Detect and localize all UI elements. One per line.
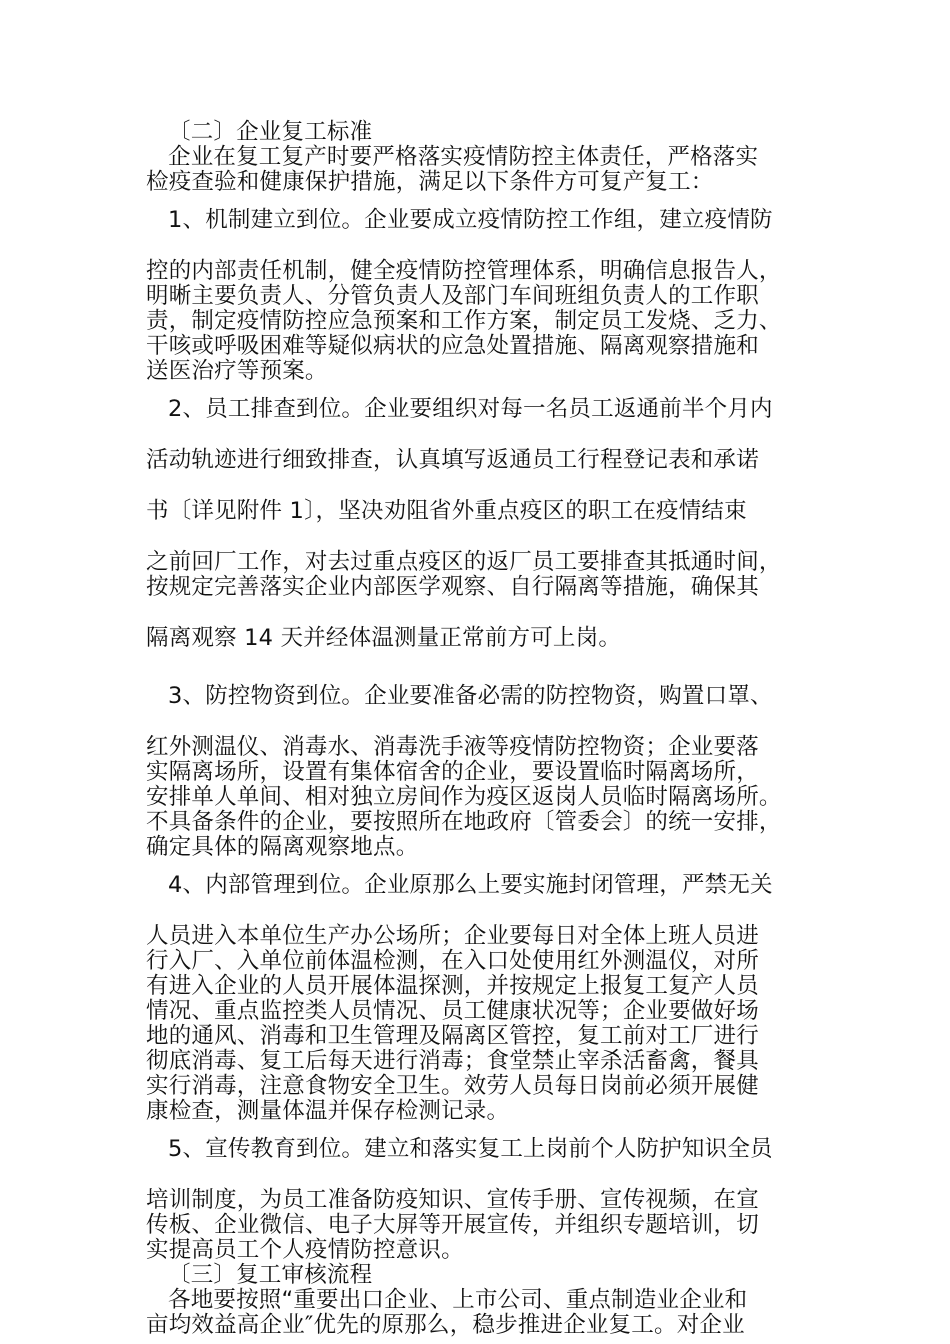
text-line: 情况、重点监控类人员情况、员工健康状况等；企业要做好场 [146,998,759,1024]
text-line: 实提高员工个人疫情防控意识。 [146,1237,464,1263]
text-line: 隔离观察 14 天并经体温测量正常前方可上岗。 [146,625,622,651]
text-line: 传板、企业微信、电子大屏等开展宣传，并组织专题培训，切 [146,1212,759,1238]
section-heading: 〔二〕企业复工标准 [168,119,373,145]
text-line: 责，制定疫情防控应急预案和工作方案，制定员工发烧、乏力、 [146,308,782,334]
text-line: 康检查，测量体温并保存检测记录。 [146,1098,510,1124]
text-line: 彻底消毒、复工后每天进行消毒；食堂禁止宰杀活畜禽，餐具 [146,1048,759,1074]
item-heading-line: 5、宣传教育到位。建立和落实复工上岗前个人防护知识全员 [168,1136,773,1162]
text-line: 书〔详见附件 1〕，坚决劝阻省外重点疫区的职工在疫情结束 [146,498,747,524]
item-heading-line: 3、防控物资到位。企业要准备必需的防控物资，购置口罩、 [168,683,773,709]
text-line: 亩均效益高企业″优先的原那么，稳步推进企业复工。对企业 [146,1312,745,1338]
text-line: 实隔离场所，设置有集体宿舍的企业，要设置临时隔离场所， [146,759,759,785]
text-line: 地的通风、消毒和卫生管理及隔离区管控，复工前对工厂进行 [146,1023,759,1049]
document-body [146,120,826,1338]
text-line: 实行消毒，注意食物安全卫生。效劳人员每日岗前必须开展健 [146,1073,759,1099]
text-line: 红外测温仪、消毒水、消毒洗手液等疫情防控物资；企业要落 [146,734,759,760]
text-line: 送医治疗等预案。 [146,358,328,384]
item-heading-line: 4、内部管理到位。企业原那么上要实施封闭管理，严禁无关 [168,872,773,898]
text-line: 明晰主要负责人、分管负责人及部门车间班组负责人的工作职 [146,283,759,309]
text-line: 按规定完善落实企业内部医学观察、自行隔离等措施，确保其 [146,574,759,600]
text-line: 培训制度，为员工准备防疫知识、宣传手册、宣传视频，在宣 [146,1187,759,1213]
item-heading-line: 1、机制建立到位。企业要成立疫情防控工作组，建立疫情防 [168,207,773,233]
text-line: 控的内部责任机制，健全疫情防控管理体系，明确信息报告人， [146,258,782,284]
text-line: 安排单人单间、相对独立房间作为疫区返岗人员临时隔离场所。 [146,784,782,810]
text-line: 检疫查验和健康保护措施，满足以下条件方可复产复工： [146,169,714,195]
text-line: 人员进入本单位生产办公场所；企业要每日对全体上班人员进 [146,923,759,949]
text-line: 干咳或呼吸困难等疑似病状的应急处置措施、隔离观察措施和 [146,333,759,359]
text-line: 活动轨迹进行细致排查，认真填写返通员工行程登记表和承诺 [146,447,759,473]
text-line: 各地要按照“重要出口企业、上市公司、重点制造业企业和 [168,1287,748,1313]
text-line: 确定具体的隔离观察地点。 [146,834,419,860]
text-line: 企业在复工复产时要严格落实疫情防控主体责任，严格落实 [168,144,759,170]
item-heading-line: 2、员工排查到位。企业要组织对每一名员工返通前半个月内 [168,396,773,422]
text-line: 之前回厂工作，对去过重点疫区的返厂员工要排查其抵通时间， [146,549,782,575]
section-heading: 〔三〕复工审核流程 [168,1262,373,1288]
text-line: 有进入企业的人员开展体温探测，并按规定上报复工复产人员 [146,973,759,999]
text-line: 行入厂、入单位前体温检测，在入口处使用红外测温仪，对所 [146,948,759,974]
text-line: 不具备条件的企业，要按照所在地政府〔管委会〕的统一安排， [146,809,782,835]
